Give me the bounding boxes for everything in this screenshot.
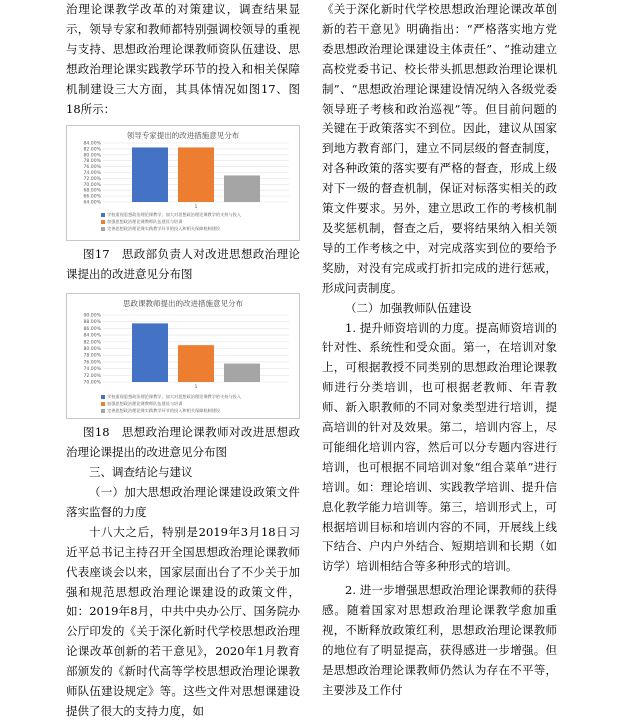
legend-label: 完善思想政治理论课实践教学环节的投入和相关保障机制建设 xyxy=(107,226,221,232)
chart-legend xyxy=(101,211,241,232)
legend-swatch xyxy=(101,213,105,217)
legend-item xyxy=(101,225,241,232)
y-tick-label: 76.00% xyxy=(83,360,101,366)
x-tick-label: 1 xyxy=(194,205,198,211)
legend-swatch xyxy=(101,220,105,224)
y-tick-label: 66.00% xyxy=(83,195,101,201)
right-paragraph-2: 1. 提升师资培训的力度。提高师资培训的针对性、系统性和受众面。第一，在培训对象上，可根据教授不同类别的思想政治理论课教师进行分类培训，也可根据老教师、年青教师、新入职教师的不同对象类型进行培训，提高培训的针对及效果。第二，培训内容上，尽可能细化培训内容，然后可以分专题内容进行培训，也可根据不同培训对象“组合菜单”进行培训。如：理论培训、实践教学培训、提升信息化教学能力培训等。第三，培训形式上，可根据培训目标和培训内容的不同，开展线上线下结合、户内户外结合、短期培训和长期（如访学）培训相结合等多种形式的培训。 xyxy=(322,320,557,574)
y-tick-label: 78.00% xyxy=(83,159,101,165)
bar xyxy=(224,364,260,382)
bar xyxy=(178,148,214,203)
y-tick-label: 82.00% xyxy=(83,147,101,153)
right-column xyxy=(322,0,557,701)
y-tick-label: 90.00% xyxy=(83,313,101,319)
y-tick-label: 84.00% xyxy=(83,141,101,147)
y-tick-label: 64.00% xyxy=(83,200,101,206)
y-tick-label: 80.00% xyxy=(83,347,101,353)
chart-title: 领导专家提出的改进措施意见分布 xyxy=(126,131,240,141)
y-tick-label: 68.00% xyxy=(83,189,101,195)
legend-swatch xyxy=(101,409,105,413)
x-tick-label: 1 xyxy=(194,385,198,391)
y-tick-label: 82.00% xyxy=(83,340,101,346)
right-paragraph-1: 《关于深化新时代学校思想政治理论课改革创新的若干意见》明确指出：“严格落实地方党委思想政治理论课建设主体责任”、“推动建立高校党委书记、校长带头抓思想政治理论课机制”、“思想政治理论课建设情况纳入各级党委领导班子考核和政治巡视”等。但目前问题的关键在于政策落实不到位。因此，建议从国家到地方教育部门，建立不同层级的督查制度，对各种政策的落实要有严格的督查，形成上级对下一级的督查机制，保证对标落实相关的政策文件要求。另外，建立思政工作的考核机制及奖惩机制，督查之后，要将结果纳入相关领导的工作考核之中，对完成落实到位的要给予奖励，对没有完成或打折扣完成的进行惩戒，形成问责制度。 xyxy=(322,2,557,295)
y-tick-label: 70.00% xyxy=(83,183,101,189)
y-tick-label: 72.00% xyxy=(83,177,101,183)
legend-item xyxy=(101,211,241,218)
figure-17-chart xyxy=(66,125,300,241)
legend-swatch xyxy=(101,227,105,231)
y-tick-label: 88.00% xyxy=(83,320,101,326)
y-tick-label: 76.00% xyxy=(83,165,101,171)
legend-label: 学校重视思想政治理论课教学，加大对思想政治理论课教学的支持与投入 xyxy=(107,212,242,218)
legend-label: 完善思想政治理论课实践教学环节的投入和相关保障机制建设 xyxy=(107,408,221,414)
subsection-heading-3-1: （一）加大思想政治理论课建设政策文件落实监督的力度 xyxy=(66,484,300,519)
chart-title: 思政课教师提出的改进措施意见分布 xyxy=(123,299,243,309)
left-column xyxy=(66,0,300,722)
figure-18-chart xyxy=(66,293,300,419)
bar xyxy=(132,148,168,203)
legend-item xyxy=(101,407,241,414)
chart-legend xyxy=(101,393,241,414)
y-tick-label: 74.00% xyxy=(83,171,101,177)
y-tick-label: 74.00% xyxy=(83,367,101,373)
y-tick-label: 72.00% xyxy=(83,374,101,380)
bar xyxy=(132,324,168,383)
y-tick-label: 86.00% xyxy=(83,327,101,333)
legend-swatch xyxy=(101,395,105,399)
subsection-heading-2: （二）加强教师队伍建设 xyxy=(345,300,472,315)
legend-swatch xyxy=(101,402,105,406)
y-tick-label: 70.00% xyxy=(83,380,101,386)
bar xyxy=(178,345,214,382)
right-paragraph-3: 2. 进一步增强思想政治理论课教师的获得感。随着国家对思想政治理论课教学愈加重视，不断释放政策红利，思想政治理论课教师的地位有了明显提高，获得感进一步增强。但是思想政治理论课教师仍然认为存在不平等，主要涉及工作付 xyxy=(322,583,557,697)
y-tick-label: 84.00% xyxy=(83,333,101,339)
bar xyxy=(224,176,260,203)
figure-17-caption: 图17 思政部负责人对改进思想政治理论课提出的改进意见分布图 xyxy=(66,247,300,282)
legend-label: 学校重视思想政治理论课教学，加大对思想政治理论课教学的支持与投入 xyxy=(107,394,242,400)
legend-label: 加强思想政治理论课教师队伍建设与培训 xyxy=(107,401,183,407)
legend-item xyxy=(101,393,241,400)
figure-18-caption: 图18 思想政治理论课教师对改进思想政治理论课提出的改进意见分布图 xyxy=(66,425,300,460)
legend-item xyxy=(101,400,241,407)
left-paragraph-2: 十八大之后，特别是2019年3月18日习近平总书记主持召开全国思想政治理论课教师代表座谈会以来，国家层面出台了不少关于加强和规范思想政治理论课建设的政策文件，如：2019年8月，中共中央办公厅、国务院办公厅印发的《关于深化新时代学校思想政治理论课改革创新的若干意见》，2020年1月教育部颁发的《新时代高等学校思想政治理论课教师队伍建设规定》等。这些文件对思想课建设提供了很大的支持力度，如 xyxy=(66,524,300,718)
section-heading-3: 三、调查结论与建议 xyxy=(89,465,193,480)
left-paragraph-1: 治理论课教学改革的对策建议，调查结果显示，领导专家和教师都特别强调校领导的重视与支持、思想政治理论课教师资队伍建设、思想政治理论课实践教学环节的投入和相关保障机制建设三大方面，其具体情况如图17、图18所示： xyxy=(66,2,300,116)
y-tick-label: 78.00% xyxy=(83,353,101,359)
y-tick-label: 80.00% xyxy=(83,153,101,159)
legend-item xyxy=(101,218,241,225)
legend-label: 加强思想政治理论课教师队伍建设与培训 xyxy=(107,219,183,225)
